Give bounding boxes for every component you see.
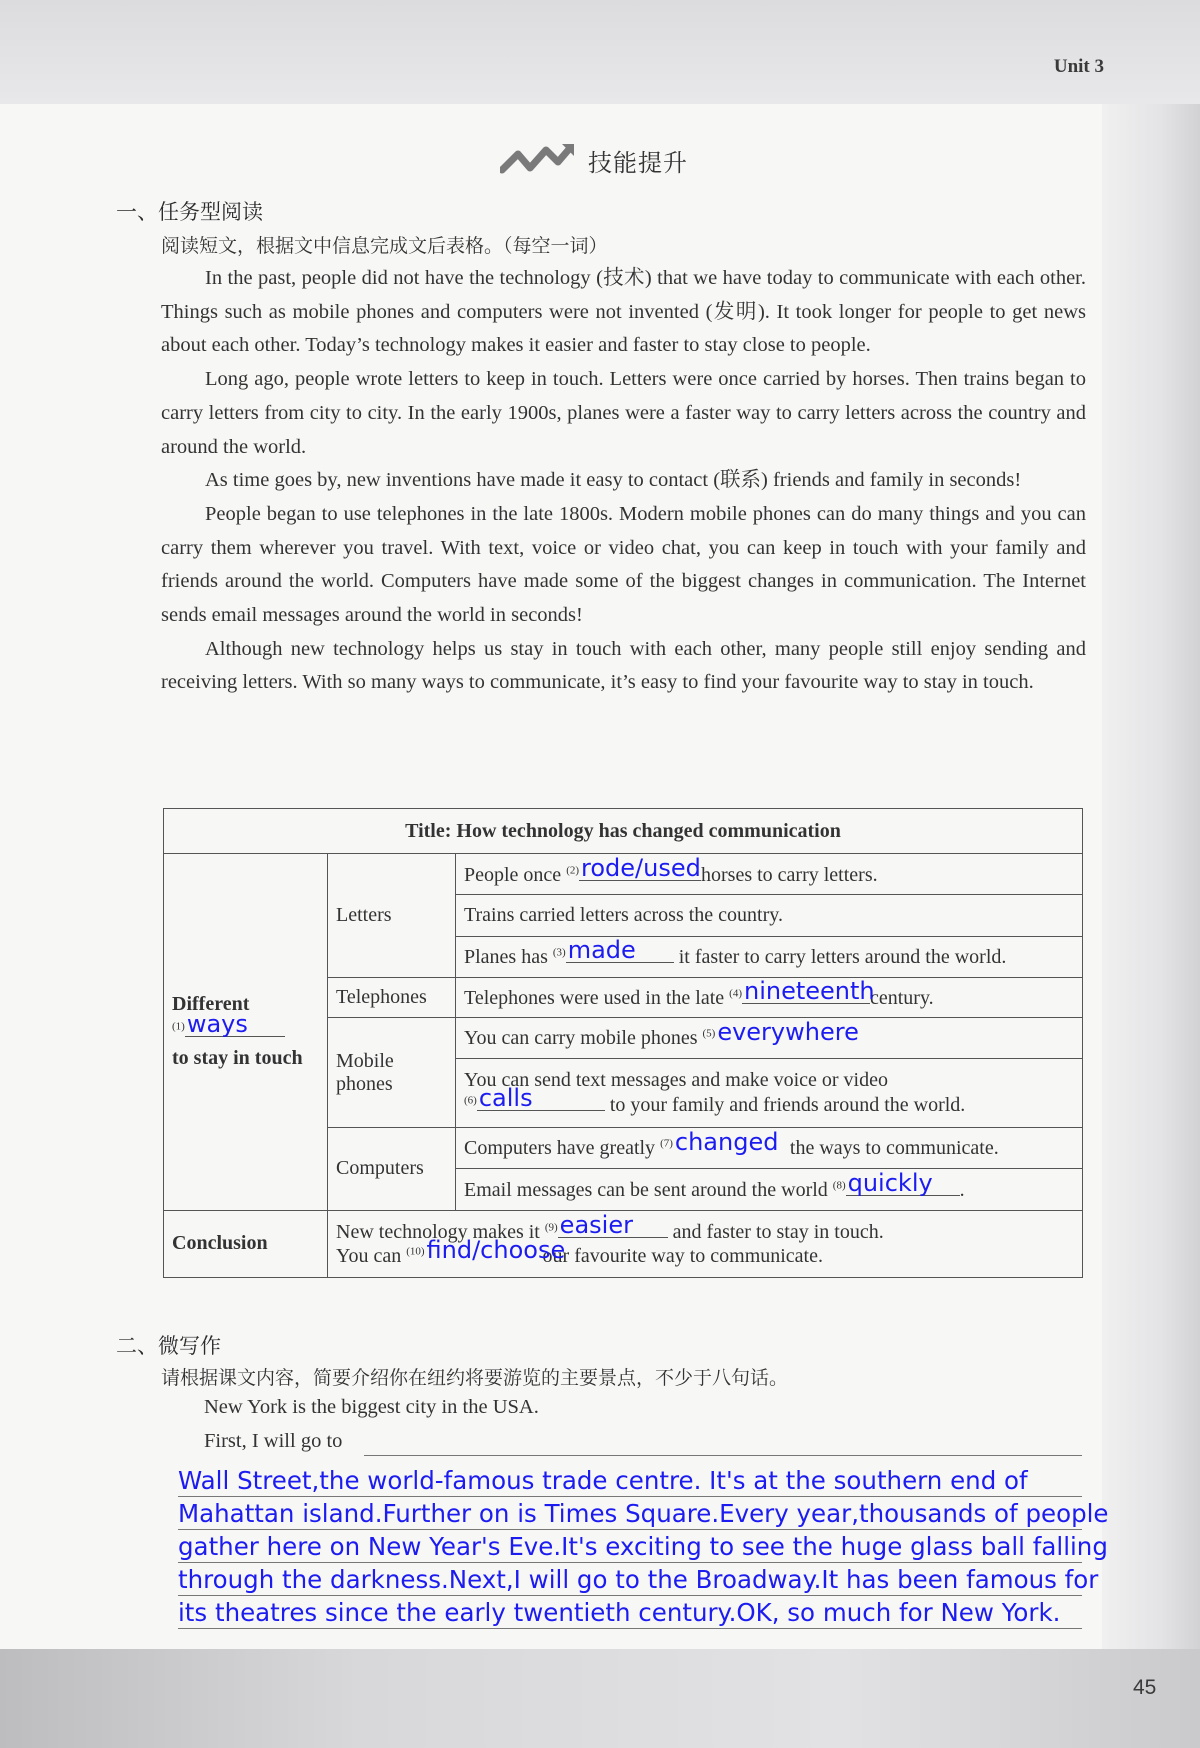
page-number: 45 [1133,1676,1157,1699]
section1-instruction: 阅读短文，根据文中信息完成文后表格。（每空一词） [161,235,608,257]
bottom-band [0,1649,1200,1748]
underline [178,1529,1082,1530]
underline [178,1595,1082,1596]
blank-10[interactable]: find/choose [426,1236,566,1265]
blank-9[interactable]: easier [558,1219,668,1238]
sub-letters: Letters [328,854,456,978]
top-band [0,0,1200,104]
sub-mobile-phones: Mobile phones [328,1017,456,1127]
table-title: Title: How technology has changed communication [164,809,1083,854]
writing-answer-line: gather here on New Year's Eve.It's exciting to see the huge glass ball falling [178,1532,1108,1561]
writing-answer-line: Wall Street,the world-famous trade centre. It's at the southern end of [178,1466,1028,1495]
paragraph: People began to use telephones in the late 1800s. Modern mobile phones can do many things and you can carry them wherever you travel. With text, voice or video chat, you can keep in touch with your family and friends around the world. Computers have made some of the biggest changes in communication. The Internet sends email messages around the world in seconds! [161,502,1086,627]
blank-3[interactable]: made [566,944,674,963]
reading-passage [161,262,1086,700]
blank-1[interactable] [185,1010,285,1039]
skills-title: 技能提升 [588,148,688,177]
zigzag-arrow-icon [500,142,576,178]
blank-4[interactable]: nineteenth [744,976,875,1005]
blank-6[interactable]: calls [477,1092,605,1111]
category-conclusion: Conclusion [164,1210,328,1277]
info-table [163,808,1083,1278]
writing-answer-line: Mahattan island.Further on is Times Square.Every year,thousands of people [178,1499,1109,1528]
underline [178,1496,1082,1497]
table-row: You can send text messages and make voice or video $^{(6)}$ calls to your family and friends around the world. [456,1059,1083,1128]
blank-5[interactable]: everywhere [717,1017,859,1046]
table-row: People once $^{(2)}$ rode/used horses to carry letters. [456,854,1083,895]
blank-2[interactable]: rode/used [581,853,701,882]
writing-line-1: New York is the biggest city in the USA. [204,1396,539,1418]
table-row: Trains carried letters across the country. [456,895,1083,936]
table-row: Computers have greatly $^{(7)}$ changed the ways to communicate. [456,1128,1083,1169]
table-row: Email messages can be sent around the world $^{(8)}$ quickly . [456,1169,1083,1210]
paragraph: In the past, people did not have the technology (技术) that we have today to communicate with each other. Things such as mobile phones and computers were not invented (发明). It took longer for people to get news about each other. Today’s technology makes it easier and faster to stay close to people. [161,267,1086,357]
section2-heading: 二、微写作 [116,1334,221,1358]
unit-label: Unit 3 [1053,56,1104,77]
table-row: New technology makes it $^{(9)}$ easier and faster to stay in touch. You can $^{(10)}$ find/choose our favourite way to communicate. [328,1210,1083,1277]
blank-7[interactable]: changed [674,1128,779,1157]
paragraph: Long ago, people wrote letters to keep in touch. Letters were once carried by horses. Then trains began to carry letters from city to city. In the early 1900s, planes were a faster way to carry letters across the country and around the world. [161,368,1086,458]
category-different: Different $^{(1)}$ ways to stay in touch [164,854,328,1210]
blank-8[interactable]: quickly [846,1177,960,1196]
table-row: You can carry mobile phones $^{(5)}$ everywhere [456,1017,1083,1058]
underline [178,1562,1082,1563]
section1-heading: 一、任务型阅读 [116,200,263,224]
table-row: Telephones were used in the late $^{(4)}$ nineteenth century. [456,977,1083,1017]
underline [178,1628,1082,1629]
writing-line-2: First, I will go to [204,1430,343,1452]
paragraph: Although new technology helps us stay in touch with each other, many people still enjoy sending and receiving letters. With so many ways to communicate, it’s easy to find your favourite way to stay in touch. [161,637,1086,694]
writing-answer-line: through the darkness.Next,I will go to the Broadway.It has been famous for [178,1565,1099,1594]
skills-header [500,142,688,178]
sub-computers: Computers [328,1128,456,1210]
paragraph: As time goes by, new inventions have made it easy to contact (联系) friends and family in seconds! [205,469,1022,492]
underline [364,1455,1082,1456]
answer-1: ways [186,1010,248,1039]
writing-answer-line: its theatres since the early twentieth century.OK, so much for New York. [178,1598,1061,1627]
table-row: Planes has $^{(3)}$ made it faster to carry letters around the world. [456,936,1083,977]
section2-instruction: 请根据课文内容，简要介绍你在纽约将要游览的主要景点，不少于八句话。 [161,1367,789,1389]
sub-telephones: Telephones [328,977,456,1017]
